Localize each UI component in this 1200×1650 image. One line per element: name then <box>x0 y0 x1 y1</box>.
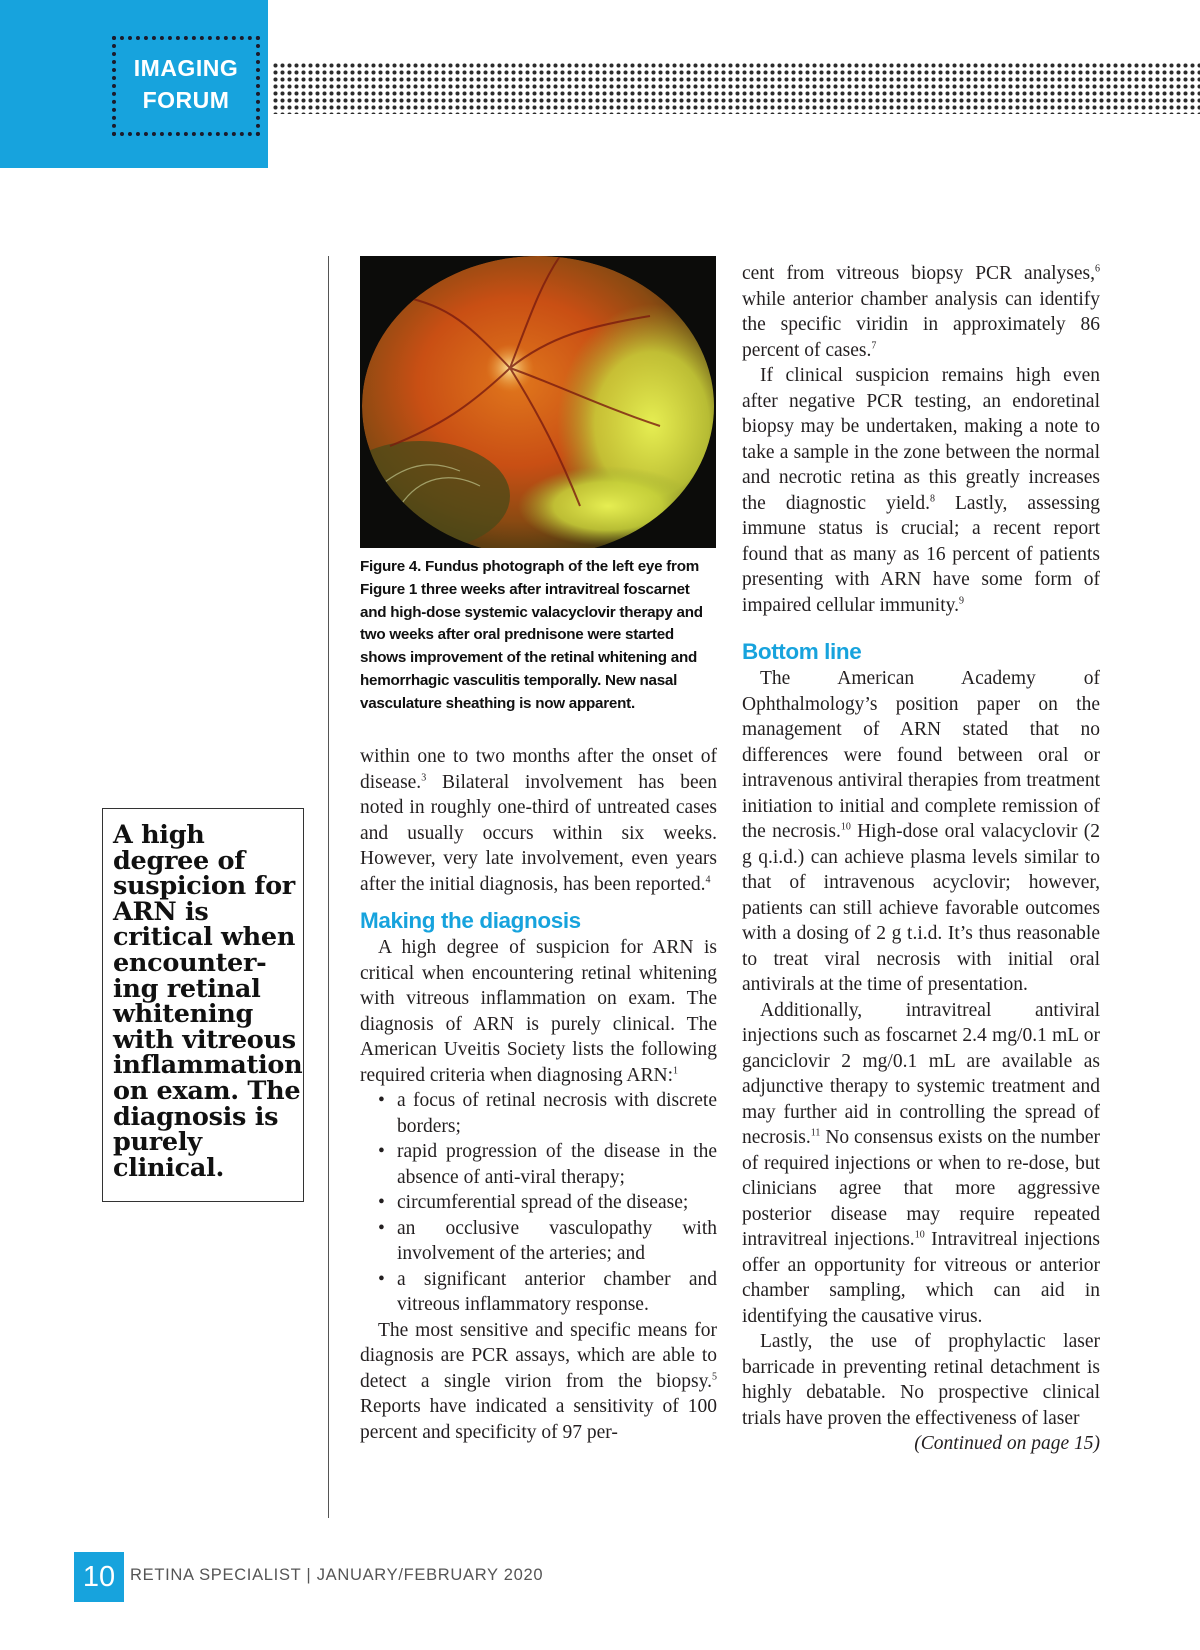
paragraph: The most sensitive and specific means for diagnosis are PCR assays, which are able to detect a single virion from the biopsy.$^5$ Reports have indicated a sensitivity of 100 percent and specificity of 97 per- <box>360 1319 717 1443</box>
fundus-photo <box>360 256 716 548</box>
figure-caption <box>360 556 716 716</box>
list-item: • a focus of retinal necrosis with discrete borders; <box>360 1088 717 1139</box>
article-column-right <box>742 261 1100 1457</box>
list-item: • an occlusive vasculopathy with involvement of the arteries; and <box>360 1216 717 1267</box>
header-dot-band <box>272 62 1200 114</box>
paragraph: cent from vitreous biopsy PCR analyses,$^6$ while anterior chamber analysis can identify the specific viridin in approximately 86 percent of cases.$^7$ <box>742 263 1100 361</box>
article-column-middle <box>360 744 717 1445</box>
paragraph: The American Academy of Ophthalmology’s position paper on the management of ARN stated that no differences were found between oral or intravenous antiviral therapies from treatment initiation to initial and complete remission of the necrosis.$^{10}$ High-dose oral valacyclovir (2 g q.i.d.) can achieve plasma levels similar to that of intravenous acyclovir; however, patients can still achieve favorable outcomes with a dosing of 2 g t.i.d. It’s thus reasonable to treat viral necrosis with initial oral antivirals at the time of presentation. <box>742 668 1100 995</box>
paragraph: Additionally, intravitreal antiviral injections such as foscarnet 2.4 mg/0.1 mL or ganciclovir 2 mg/0.1 mL are available as adjunctive therapy to systemic treatment and may further aid in controlling the spread of necrosis.$^{11}$ No consensus exists on the number of required injections or when to re-dose, but clinicians agree that more aggressive posterior disease may require repeated intravitreal injections.$^{10}$ Intravitreal injections offer an opportunity for vitreous or anterior chamber sampling, which can aid in identifying the causative virus. <box>742 999 1100 1327</box>
column-divider <box>328 256 329 1518</box>
section-label-line1: IMAGING <box>133 55 239 81</box>
paragraph: within one to two months after the onset of disease.$^3$ Bilateral involvement has been noted in roughly one-third of untreated cases and usually occurs within six weeks. However, very late involvement, even years after the initial diagnosis, has been reported.$^4$ <box>360 746 717 895</box>
paragraph: Lastly, the use of prophylactic laser barricade in preventing retinal detachment is highly debatable. No prospective clinical trials have proven the effectiveness of laser <box>742 1331 1100 1429</box>
section-heading-bottom-line: Bottom line <box>742 639 862 664</box>
pull-quote <box>102 808 304 1202</box>
list-item: • a significant anterior chamber and vitreous inflammatory response. <box>360 1267 717 1318</box>
section-heading-making-the-diagnosis: Making the diagnosis <box>360 908 581 933</box>
page-number: 10 <box>74 1552 124 1602</box>
pull-quote-text: A high degree of suspicion for ARN is critical when encounter-ing retinal whitening with vitreous inflammation on exam. The diagnosis is purely clinical. <box>113 820 303 1183</box>
figure-caption-text: Figure 4. Fundus photograph of the left eye from Figure 1 three weeks after intravitreal foscarnet and high-dose systemic valacyclovir therapy and two weeks after oral prednisone were started shows improvement of the retinal whitening and hemorrhagic vasculitis temporally. New nasal vasculature sheathing is now apparent. <box>360 558 703 712</box>
paragraph: If clinical suspicion remains high even after negative PCR testing, an endoretinal biopsy may be undertaken, making a note to take a sample in the zone between the normal and necrotic retina as this greatly increases the diagnostic yield.$^8$ Lastly, assessing immune status is crucial; a recent report found that as many as 16 percent of patients presenting with ARN have some form of impaired cellular immunity.$^9$ <box>742 365 1100 616</box>
list-item: • circumferential spread of the disease; <box>360 1190 717 1216</box>
paragraph: A high degree of suspicion for ARN is critical when encountering retinal whitening with vitreous inflammation on exam. The diagnosis of ARN is purely clinical. The American Uveitis Society lists the following required criteria when diagnosing ARN:$^1$ <box>360 937 717 1086</box>
criteria-list <box>360 1088 717 1318</box>
section-label-line2: FORUM <box>142 87 230 113</box>
section-tab <box>0 0 268 168</box>
publication-footer: RETINA SPECIALIST | JANUARY/FEBRUARY 2020 <box>130 1566 544 1584</box>
list-item: • rapid progression of the disease in the absence of anti-viral therapy; <box>360 1139 717 1190</box>
continued-note: (Continued on page 15) <box>914 1433 1100 1454</box>
section-label <box>112 52 260 116</box>
